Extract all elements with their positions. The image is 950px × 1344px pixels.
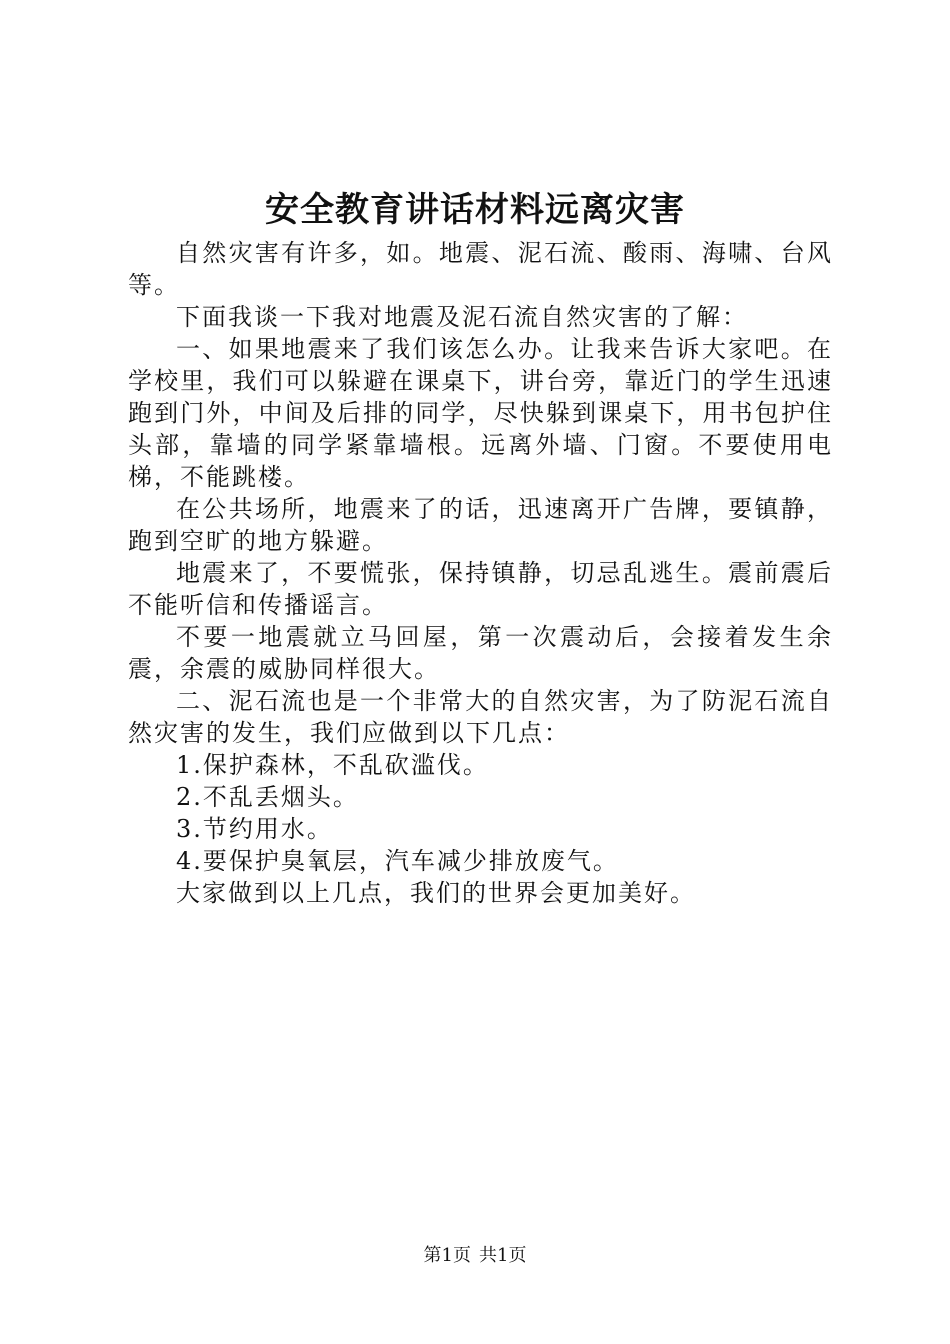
list-item-1: 1.保护森林，不乱砍滥伐。 (176, 751, 489, 779)
list-item-4: 4.要保护臭氧层，汽车减少排放废气。 (176, 847, 619, 875)
paragraph-4: 在公共场所，地震来了的话，迅速离开广告牌，要镇静，跑到空旷的地方躲避。 (128, 495, 833, 555)
paragraph-3: 一、如果地震来了我们该怎么办。让我来告诉大家吧。在学校里，我们可以躲避在课桌下，讲台旁，靠近门的学生迅速跑到门外，中间及后排的同学，尽快躲到课桌下，用书包护住头部，靠墙的同学紧靠墙根。远离外墙、门窗。不要使用电梯，不能跳楼。 (128, 335, 833, 491)
paragraph-7: 二、泥石流也是一个非常大的自然灾害，为了防泥石流自然灾害的发生，我们应做到以下几点： (128, 687, 833, 747)
paragraph-2: 下面我谈一下我对地震及泥石流自然灾害的了解： (176, 303, 748, 331)
page-footer (0, 1244, 950, 1268)
document-title: 安全教育讲话材料远离灾害 (265, 190, 685, 230)
paragraph-5: 地震来了，不要慌张，保持镇静，切忌乱逃生。震前震后不能听信和传播谣言。 (128, 559, 833, 619)
document-body (128, 237, 833, 909)
page-number: 第1页 (423, 1245, 471, 1266)
page-total: 共1页 (479, 1245, 527, 1266)
list-item-3: 3.节约用水。 (176, 815, 333, 843)
paragraph-closing: 大家做到以上几点，我们的世界会更加美好。 (176, 879, 696, 907)
paragraph-1: 自然灾害有许多，如。地震、泥石流、酸雨、海啸、台风等。 (128, 239, 833, 299)
paragraph-6: 不要一地震就立马回屋，第一次震动后，会接着发生余震，余震的威胁同样很大。 (128, 623, 833, 683)
list-item-2: 2.不乱丢烟头。 (176, 783, 359, 811)
